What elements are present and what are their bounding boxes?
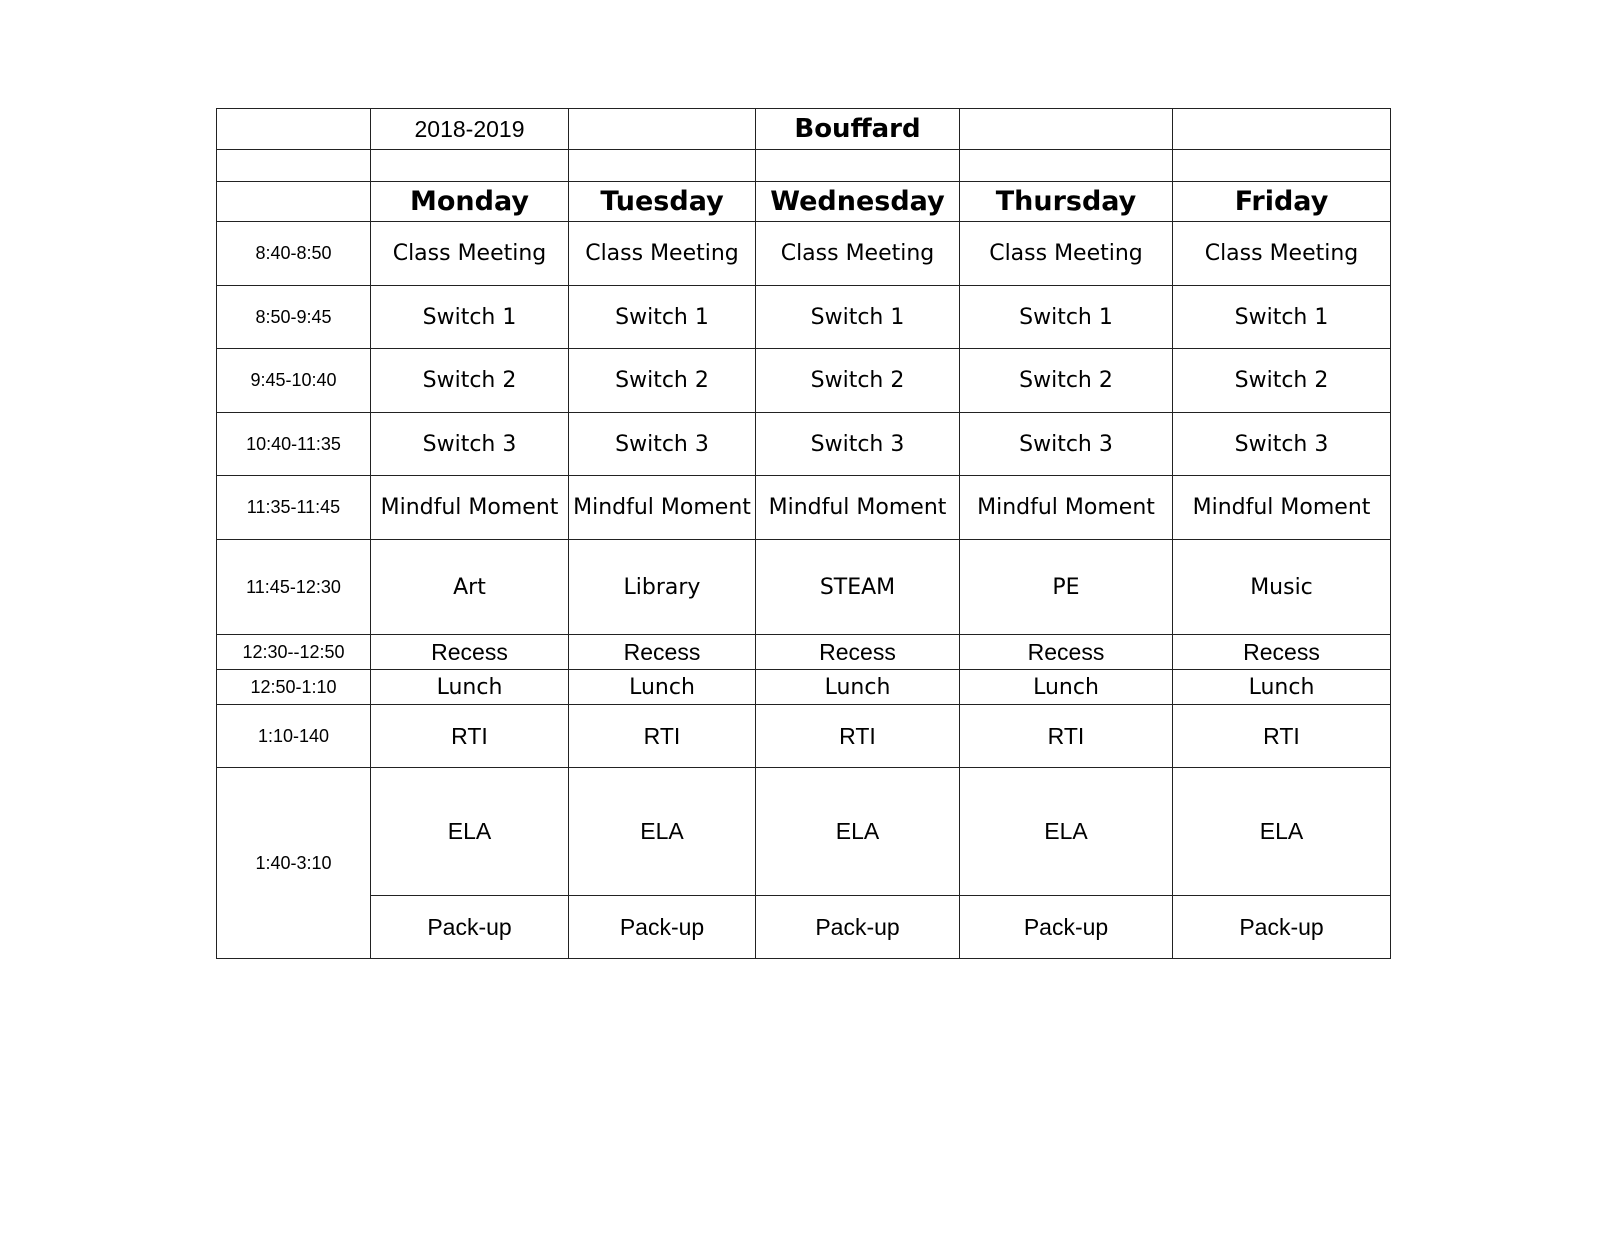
empty-cell xyxy=(217,109,371,150)
empty-cell xyxy=(960,150,1173,182)
schedule-cell: RTI xyxy=(569,705,756,768)
empty-cell xyxy=(569,150,756,182)
schedule-cell: Switch 2 xyxy=(371,349,569,413)
schedule-cell: Switch 1 xyxy=(1173,286,1391,349)
school-year: 2018-2019 xyxy=(371,109,569,150)
empty-cell xyxy=(1173,150,1391,182)
time-slot: 11:35-11:45 xyxy=(217,476,371,540)
schedule-cell: Class Meeting xyxy=(569,222,756,286)
time-slot: 12:30--12:50 xyxy=(217,635,371,670)
empty-cell xyxy=(1173,109,1391,150)
schedule-cell: Recess xyxy=(756,635,960,670)
day-header-row xyxy=(217,182,1391,222)
day-header-tuesday: Tuesday xyxy=(569,182,756,222)
schedule-cell: Pack-up xyxy=(1173,896,1391,959)
schedule-cell: Switch 1 xyxy=(960,286,1173,349)
time-slot: 9:45-10:40 xyxy=(217,349,371,413)
schedule-cell: RTI xyxy=(756,705,960,768)
empty-cell xyxy=(217,182,371,222)
title-row xyxy=(217,109,1391,150)
day-header-monday: Monday xyxy=(371,182,569,222)
schedule-cell: Lunch xyxy=(756,670,960,705)
schedule-cell: Class Meeting xyxy=(756,222,960,286)
time-slot: 8:40-8:50 xyxy=(217,222,371,286)
period-row xyxy=(217,413,1391,476)
schedule-cell: Pack-up xyxy=(756,896,960,959)
schedule-cell-music: Music xyxy=(1173,540,1391,635)
schedule-cell: Pack-up xyxy=(960,896,1173,959)
schedule-cell: Mindful Moment xyxy=(1173,476,1391,540)
empty-cell xyxy=(217,150,371,182)
schedule-cell: Mindful Moment xyxy=(756,476,960,540)
day-header-wednesday: Wednesday xyxy=(756,182,960,222)
period-row xyxy=(217,222,1391,286)
empty-cell xyxy=(569,109,756,150)
schedule-cell-art: Art xyxy=(371,540,569,635)
schedule-cell: RTI xyxy=(960,705,1173,768)
empty-cell xyxy=(960,109,1173,150)
schedule-cell: Class Meeting xyxy=(1173,222,1391,286)
day-header-friday: Friday xyxy=(1173,182,1391,222)
schedule-cell-steam: STEAM xyxy=(756,540,960,635)
schedule-cell: Switch 2 xyxy=(960,349,1173,413)
schedule-cell: Switch 3 xyxy=(371,413,569,476)
schedule-cell: Switch 3 xyxy=(960,413,1173,476)
schedule-cell: Switch 1 xyxy=(371,286,569,349)
time-slot: 8:50-9:45 xyxy=(217,286,371,349)
period-row xyxy=(217,286,1391,349)
time-slot: 11:45-12:30 xyxy=(217,540,371,635)
teacher-name: Bouffard xyxy=(756,109,960,150)
schedule-cell: Recess xyxy=(1173,635,1391,670)
time-slot: 10:40-11:35 xyxy=(217,413,371,476)
period-row xyxy=(217,635,1391,670)
schedule-cell-pe: PE xyxy=(960,540,1173,635)
schedule-table xyxy=(216,108,1391,959)
schedule-cell: Recess xyxy=(569,635,756,670)
schedule-cell: Class Meeting xyxy=(371,222,569,286)
schedule-cell: Switch 2 xyxy=(1173,349,1391,413)
schedule-cell: Switch 2 xyxy=(756,349,960,413)
schedule-cell: Lunch xyxy=(960,670,1173,705)
time-slot: 1:40-3:10 xyxy=(217,768,371,959)
schedule-cell: Pack-up xyxy=(569,896,756,959)
empty-cell xyxy=(756,150,960,182)
day-header-thursday: Thursday xyxy=(960,182,1173,222)
schedule-cell: Recess xyxy=(960,635,1173,670)
blank-row xyxy=(217,150,1391,182)
schedule-cell: Switch 1 xyxy=(569,286,756,349)
schedule-cell: ELA xyxy=(1173,768,1391,896)
schedule-cell: Class Meeting xyxy=(960,222,1173,286)
empty-cell xyxy=(371,150,569,182)
schedule-cell: ELA xyxy=(371,768,569,896)
schedule-cell: ELA xyxy=(569,768,756,896)
time-slot: 1:10-140 xyxy=(217,705,371,768)
schedule-cell: Pack-up xyxy=(371,896,569,959)
period-row xyxy=(217,768,1391,896)
time-slot: 12:50-1:10 xyxy=(217,670,371,705)
schedule-cell: Switch 3 xyxy=(756,413,960,476)
schedule-cell: RTI xyxy=(1173,705,1391,768)
period-row xyxy=(217,670,1391,705)
schedule-cell: Recess xyxy=(371,635,569,670)
period-row xyxy=(217,349,1391,413)
schedule-cell: RTI xyxy=(371,705,569,768)
schedule-cell: Lunch xyxy=(569,670,756,705)
period-row xyxy=(217,476,1391,540)
schedule-cell: Switch 2 xyxy=(569,349,756,413)
schedule-cell-library: Library xyxy=(569,540,756,635)
schedule-cell: Mindful Moment xyxy=(960,476,1173,540)
schedule-cell: Mindful Moment xyxy=(371,476,569,540)
schedule-cell: Mindful Moment xyxy=(569,476,756,540)
specials-row xyxy=(217,540,1391,635)
period-row xyxy=(217,705,1391,768)
schedule-cell: Lunch xyxy=(371,670,569,705)
schedule-cell: Lunch xyxy=(1173,670,1391,705)
schedule-cell: ELA xyxy=(960,768,1173,896)
schedule-cell: ELA xyxy=(756,768,960,896)
schedule-cell: Switch 3 xyxy=(569,413,756,476)
period-row xyxy=(217,896,1391,959)
schedule-cell: Switch 3 xyxy=(1173,413,1391,476)
schedule-cell: Switch 1 xyxy=(756,286,960,349)
